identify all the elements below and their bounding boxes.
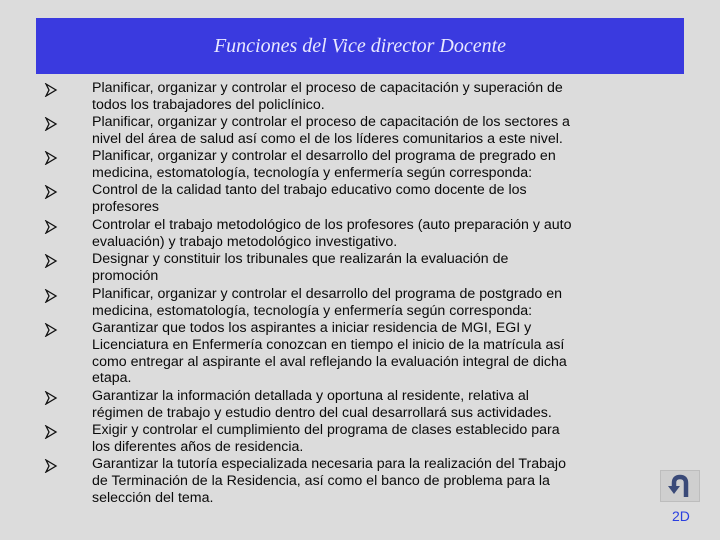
arrowhead-bullet-icon	[44, 289, 58, 303]
arrowhead-bullet-icon	[44, 83, 58, 97]
list-item-text: Planificar, organizar y controlar el desarrollo del programa de postgrado en medicina, estomatología, tecnología y enfermería según corresponda:	[92, 286, 563, 319]
arrowhead-bullet-icon	[44, 254, 58, 268]
return-button[interactable]	[660, 470, 700, 502]
list-item-text: Garantizar la información detallada y oportuna al residente, relativa al régimen de trabajo y estudio dentro del cual desarrollará sus actividades.	[92, 388, 552, 421]
arrowhead-bullet-icon	[44, 425, 58, 439]
arrowhead-bullet-icon	[44, 459, 58, 473]
list-item-text: Exigir y controlar el cumplimiento del programa de clases establecido para los diferentes años de residencia.	[92, 422, 560, 455]
title-bar	[36, 18, 684, 74]
list-item-text: Planificar, organizar y controlar el proceso de capacitación y superación de todos los trabajadores del policlínico.	[92, 80, 563, 113]
list-item-text: Designar y constituir los tribunales que realizarán la evaluación de promoción	[92, 251, 509, 284]
arrowhead-bullet-icon	[44, 185, 58, 199]
list-item-text: Planificar, organizar y controlar el proceso de capacitación de los sectores a nivel del área de salud así como el de los líderes comunitarios a este nivel.	[92, 114, 570, 147]
page-title: Funciones del Vice director Docente	[213, 34, 507, 57]
arrowhead-bullet-icon	[44, 391, 58, 405]
arrowhead-bullet-icon	[44, 323, 58, 337]
list-item-text: Control de la calidad tanto del trabajo educativo como docente de los profesores	[92, 182, 527, 215]
list-item-text: Garantizar la tutoría especializada necesaria para la realización del Trabajo de Terminación de la Residencia, así como el banco de problema para la selección del tema.	[92, 456, 566, 506]
arrowhead-bullet-icon	[44, 117, 58, 131]
list-item-text: Controlar el trabajo metodológico de los profesores (auto preparación y auto evaluación) y trabajo metodológico investigativo.	[92, 217, 572, 250]
arrowhead-bullet-icon	[44, 220, 58, 234]
return-arrow-icon	[666, 473, 694, 499]
page-number-label: 2D	[672, 508, 690, 524]
arrowhead-bullet-icon	[44, 151, 58, 165]
list-item-text: Garantizar que todos los aspirantes a iniciar residencia de MGI, EGI y Licenciatura en Enfermería conozcan en tiempo el inicio de la matrícula así como entregar al aspirante el aval reflejando la evaluación integral de dicha etapa.	[92, 320, 567, 387]
list-item-text: Planificar, organizar y controlar el desarrollo del programa de pregrado en medicina, estomatología, tecnología y enfermería según corresponda:	[92, 148, 556, 181]
